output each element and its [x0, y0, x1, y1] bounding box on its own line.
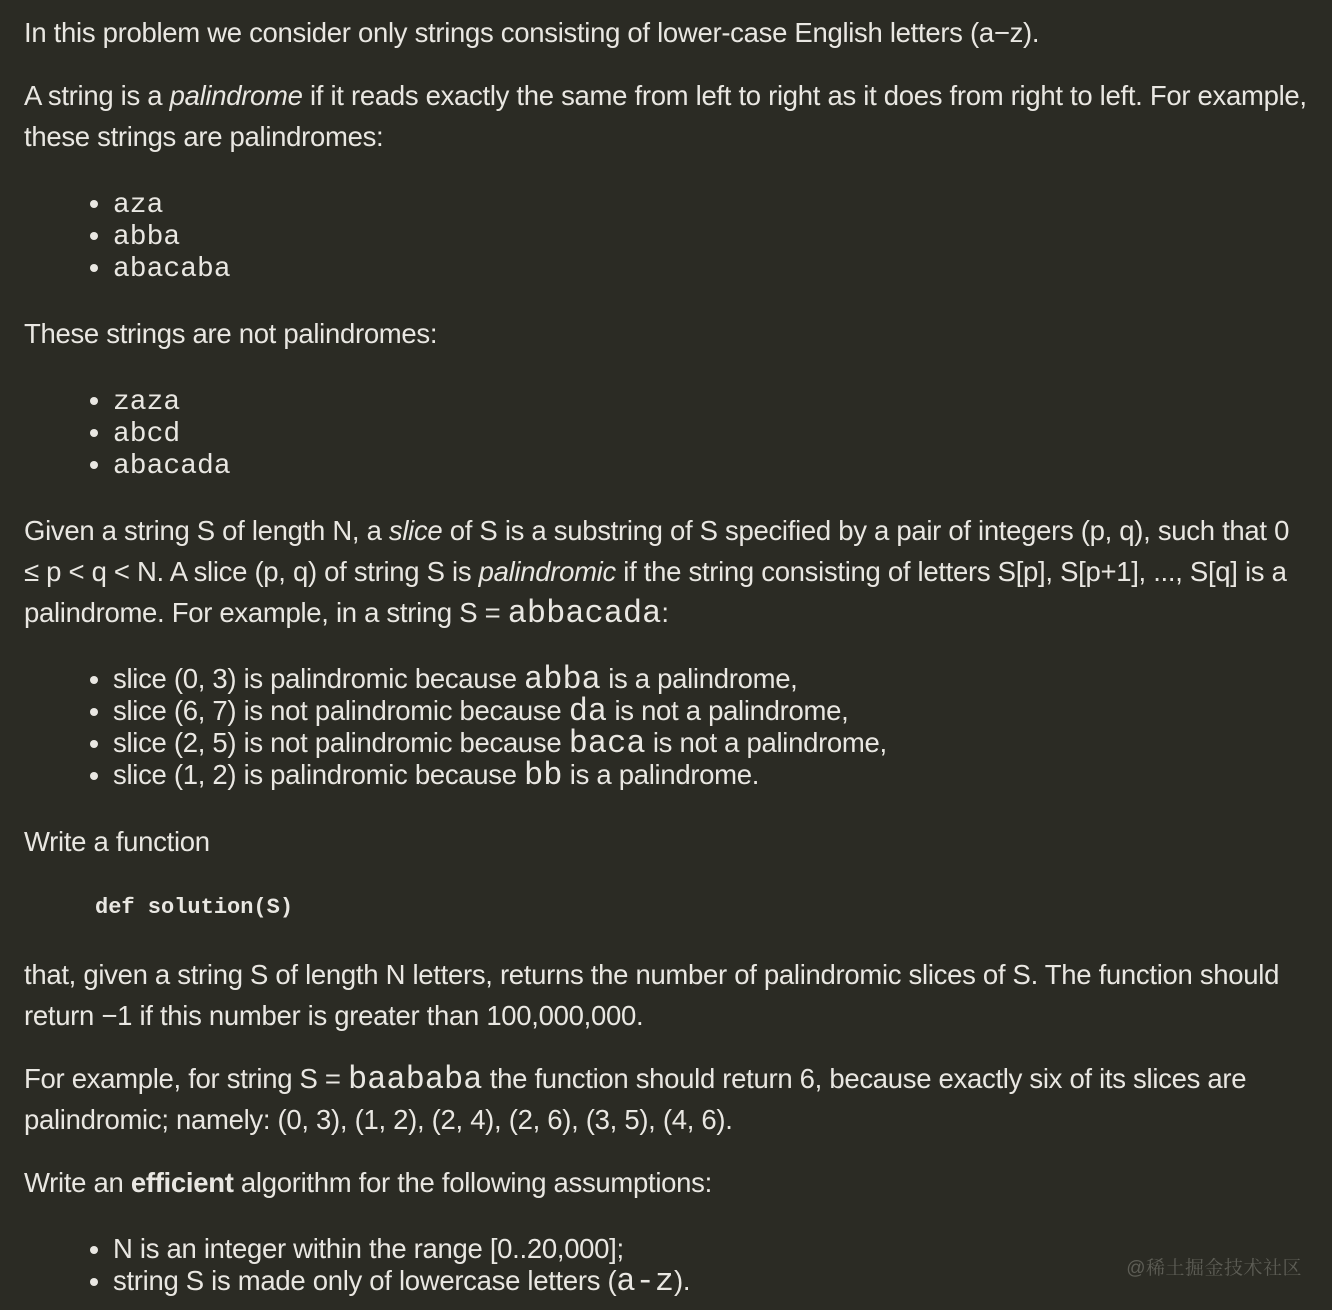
list-item — [113, 384, 1310, 416]
inline-code: abcd — [113, 419, 181, 450]
text-run: if the string consisting of letters S[p], S[p+1], ..., S[q] is a palindrome. For example, in a string S = — [24, 556, 1287, 628]
list-item — [113, 187, 1310, 219]
inline-code: baca — [568, 725, 646, 762]
inline-code: aza — [113, 190, 164, 221]
text-run: In this problem we consider only strings consisting of lower-case English letters (a−z). — [24, 17, 1040, 48]
inline-code: abba — [524, 661, 601, 698]
text-run: Write a function — [24, 826, 210, 857]
paragraph — [24, 1162, 1310, 1203]
text-run: N is an integer within the range [0..20,000]; — [113, 1233, 624, 1264]
list-item — [113, 725, 1310, 762]
text-run: is a palindrome, — [600, 663, 798, 694]
bold-text: efficient — [130, 1167, 234, 1198]
paragraph — [24, 12, 1310, 53]
text-run: slice (0, 3) is palindromic because — [113, 663, 525, 694]
text-run: is a palindrome. — [562, 759, 760, 790]
text-run: ). — [674, 1265, 691, 1296]
text-run: slice (6, 7) is not palindromic because — [113, 695, 569, 726]
text-run: that, given a string S of length N letters, returns the number of palindromic slices of S. The function should return −1 if this number is greater than 100,000,000. — [24, 959, 1280, 1031]
inline-code: abbacada — [507, 595, 662, 632]
bullet-list — [24, 1233, 1310, 1300]
text-run: slice (1, 2) is palindromic because — [113, 759, 525, 790]
text-run: if it reads exactly the same from left to right as it does from right to left. For example, these strings are palindromes: — [24, 80, 1307, 152]
inline-code: abacaba — [113, 254, 231, 285]
paragraph — [24, 821, 1310, 862]
list-item — [113, 693, 1310, 730]
inline-code: a-z — [616, 1263, 675, 1300]
watermark: @稀土掘金技术社区 — [1126, 1258, 1302, 1279]
italic-text: palindrome — [169, 80, 303, 111]
text-run: For example, for string S = — [24, 1063, 349, 1094]
italic-text: palindromic — [478, 556, 616, 587]
inline-code: abba — [113, 222, 181, 253]
list-item — [113, 219, 1310, 251]
italic-text: slice — [388, 515, 443, 546]
list-item — [113, 757, 1310, 794]
paragraph — [24, 954, 1310, 1036]
paragraph — [24, 1058, 1310, 1140]
paragraph — [24, 510, 1310, 633]
text-run: : — [661, 597, 669, 628]
list-item — [113, 416, 1310, 448]
inline-code: da — [568, 693, 608, 730]
list-item — [113, 251, 1310, 283]
text-run: Given a string S of length N, a — [24, 515, 389, 546]
inline-code: bb — [524, 757, 563, 794]
text-run: slice (2, 5) is not palindromic because — [113, 727, 569, 758]
code-bullet-list — [24, 187, 1310, 283]
code-bullet-list — [24, 384, 1310, 480]
paragraph — [24, 75, 1310, 157]
text-run: the function should return 6, because exactly six of its slices are palindromic; namely: (0, 3), (1, 2), (2, 4), (2, 6), (3, 5), (4, 6). — [24, 1063, 1247, 1135]
text-run: These strings are not palindromes: — [24, 318, 438, 349]
list-item — [113, 448, 1310, 480]
text-run: is not a palindrome, — [607, 695, 849, 726]
inline-code: zaza — [113, 387, 181, 418]
text-run: of S is a substring of S specified by a pair of integers (p, q), such that 0 ≤ p < q < N. A slice (p, q) of string S is — [24, 515, 1290, 587]
text-run: Write an — [24, 1167, 131, 1198]
text-run: is not a palindrome, — [645, 727, 887, 758]
list-item — [113, 661, 1310, 698]
paragraph — [24, 313, 1310, 354]
text-run: A string is a — [24, 80, 170, 111]
code-block: def solution(S) — [95, 895, 294, 920]
text-run: algorithm for the following assumptions: — [233, 1167, 712, 1198]
inline-code: baababa — [348, 1061, 483, 1098]
inline-code: abacada — [113, 451, 231, 482]
bullet-list — [24, 661, 1310, 794]
text-run: string S is made only of lowercase letters ( — [113, 1265, 617, 1296]
